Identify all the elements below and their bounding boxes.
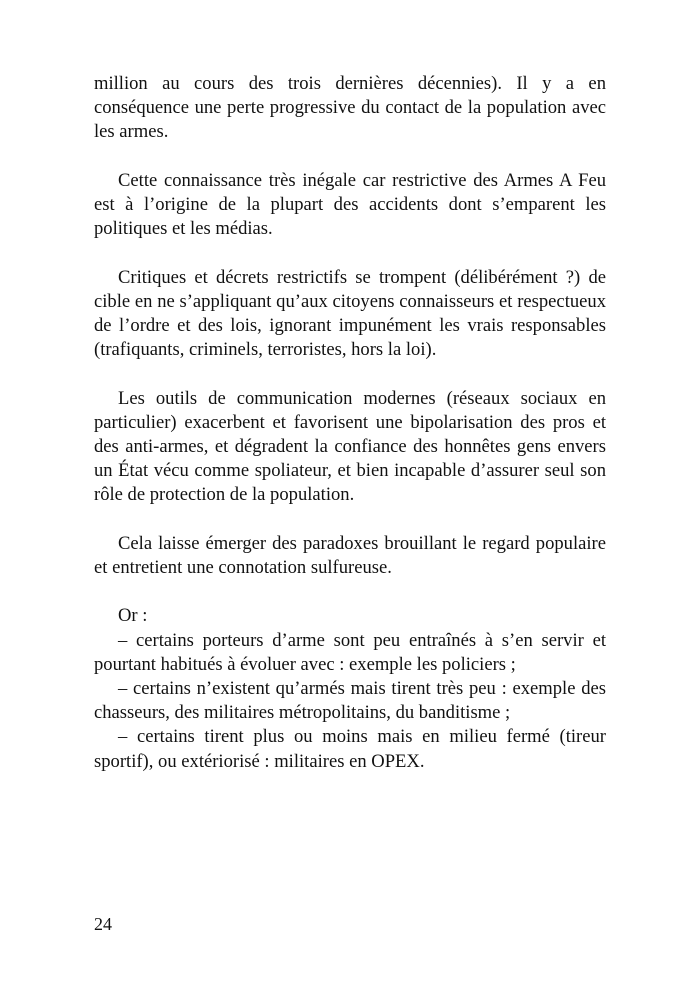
paragraph-communication: Les outils de communication modernes (réseaux sociaux en particulier) exacerbent et favorisent une bipolarisation des pros et des anti-armes, et dégradent la confiance des honnêtes gens envers un État vécu comme spoliateur, et bien incapable d’assurer seul son rôle de protection de la population.	[94, 387, 606, 506]
paragraph-paradoxes: Cela laisse émerger des paradoxes brouillant le regard populaire et entretient une connotation sulfureuse.	[94, 532, 606, 578]
list-intro: Or :	[118, 605, 148, 627]
list-item: – certains n’existent qu’armés mais tirent très peu : exemple des chasseurs, des militaires métropolitains, du banditisme ;	[94, 678, 606, 724]
page-body	[94, 72, 606, 774]
list-item: – certains tirent plus ou moins mais en milieu fermé (tireur sportif), ou extériorisé : militaires en OPEX.	[94, 726, 606, 772]
examples-list	[94, 604, 606, 773]
page-number: 24	[94, 914, 112, 934]
paragraph-continuation: million au cours des trois dernières décennies). Il y a en conséquence une perte progressive du contact de la population avec les armes.	[94, 73, 606, 143]
list-item: – certains porteurs d’arme sont peu entraînés à s’en servir et pourtant habitués à évoluer avec : exemple les policiers ;	[94, 629, 606, 675]
paragraph-knowledge: Cette connaissance très inégale car restrictive des Armes A Feu est à l’origine de la plupart des accidents dont s’emparent les politiques et les médias.	[94, 169, 606, 240]
paragraph-critiques: Critiques et décrets restrictifs se trompent (délibérément ?) de cible en ne s’appliquant qu’aux citoyens connaisseurs et respectueux de l’ordre et des lois, ignorant impunément les vrais responsables (trafiquants, criminels, terroristes, hors la loi).	[94, 266, 606, 361]
